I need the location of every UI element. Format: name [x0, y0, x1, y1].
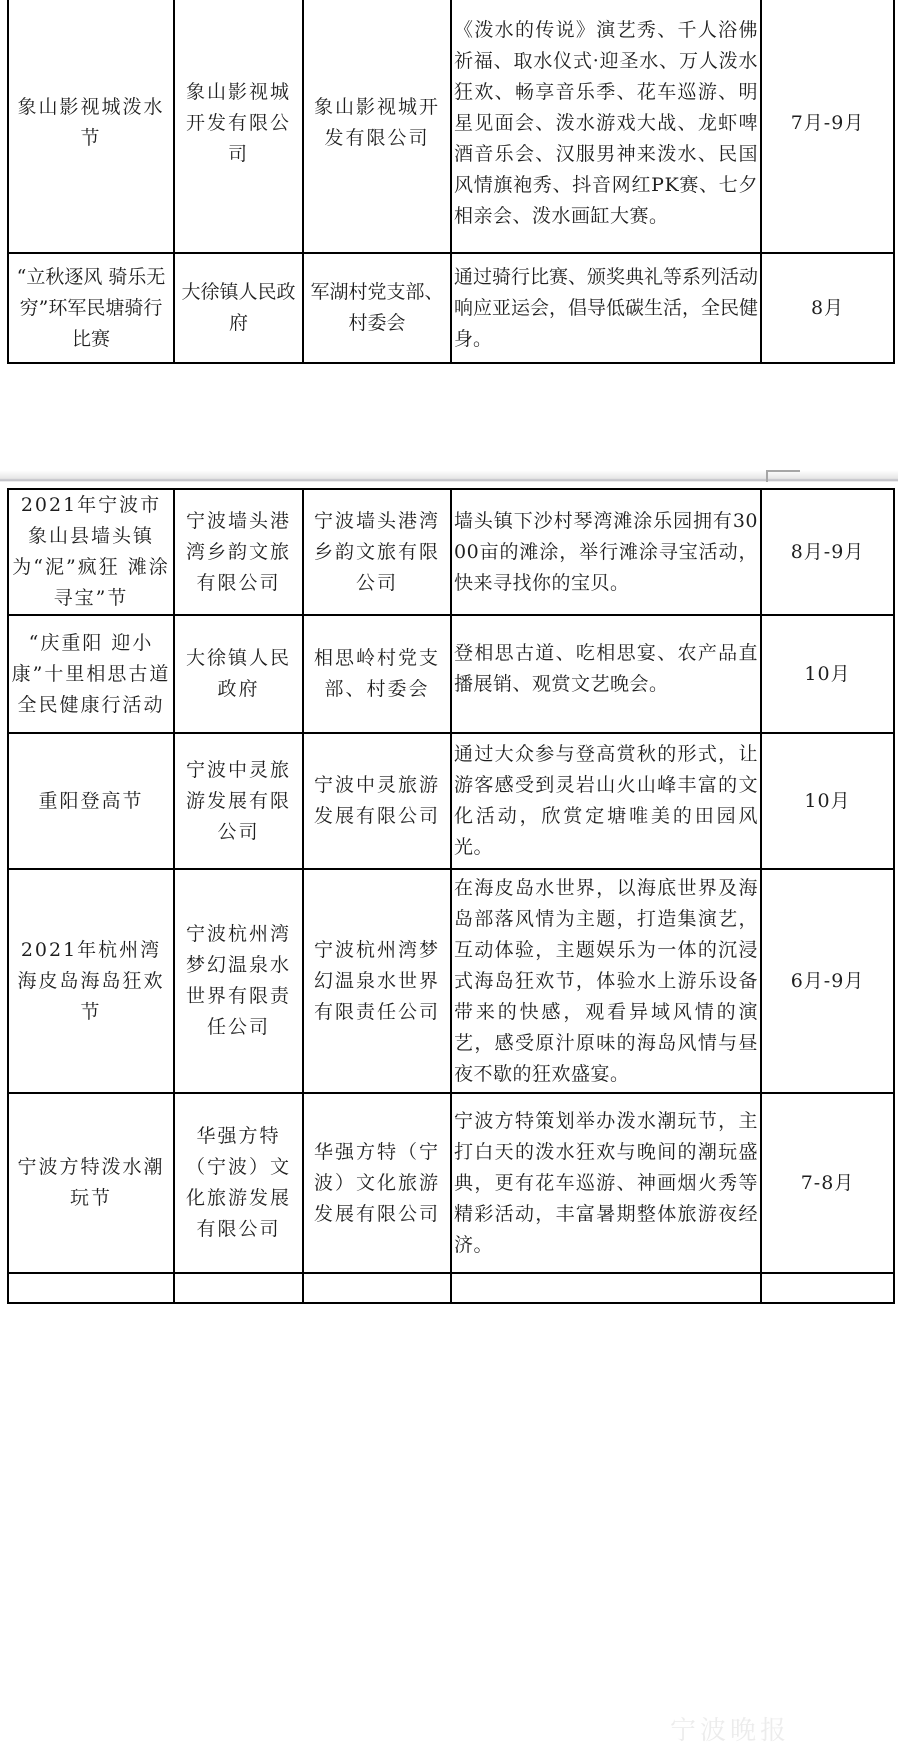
content-cell: 墙头镇下沙村琴湾滩涂乐园拥有3000亩的滩涂，举行滩涂寻宝活动，快来寻找你的宝贝。 — [451, 489, 761, 615]
watermark: 宁波晚报 — [670, 1716, 791, 1746]
events-table-page-1 — [7, 0, 895, 364]
event-name-cell: “庆重阳 迎小康”十里相思古道全民健康行活动 — [8, 615, 174, 733]
content-cell: 《泼水的传说》演艺秀、千人浴佛祈福、取水仪式·迎圣水、万人泼水狂欢、畅享音乐季、花车巡游、明星见面会、泼水游戏大战、龙虾啤酒音乐会、汉服男神来泼水、民国风情旗袍秀、抖音网红PK赛、七夕相亲会、泼水画缸大赛。 — [451, 0, 761, 253]
organizer-cell: 大徐镇人民政府 — [174, 253, 303, 363]
content-cell: 宁波方特策划举办泼水潮玩节，主打白天的泼水狂欢与晚间的潮玩盛典，更有花车巡游、神画烟火秀等精彩活动，丰富暑期整体旅游夜经济。 — [451, 1093, 761, 1273]
document-page-2 — [0, 482, 898, 1746]
content-cell: 通过骑行比赛、颁奖典礼等系列活动响应亚运会，倡导低碳生活，全民健身。 — [451, 253, 761, 363]
host-cell: 军湖村党支部、村委会 — [303, 253, 451, 363]
empty-cell — [303, 1273, 451, 1303]
empty-cell — [761, 1273, 894, 1303]
host-cell: 宁波杭州湾梦幻温泉水世界有限责任公司 — [303, 869, 451, 1093]
empty-cell — [174, 1273, 303, 1303]
organizer-cell: 宁波杭州湾梦幻温泉水世界有限责任公司 — [174, 869, 303, 1093]
time-cell: 6月-9月 — [761, 869, 894, 1093]
table-row — [8, 733, 894, 869]
table-row — [8, 615, 894, 733]
organizer-cell: 象山影视城开发有限公司 — [174, 0, 303, 253]
organizer-cell: 宁波墙头港湾乡韵文旅有限公司 — [174, 489, 303, 615]
organizer-cell: 华强方特（宁波）文化旅游发展有限公司 — [174, 1093, 303, 1273]
time-cell: 8月 — [761, 253, 894, 363]
time-cell: 8月-9月 — [761, 489, 894, 615]
page-separator — [0, 470, 898, 482]
content-cell: 在海皮岛水世界，以海底世界及海岛部落风情为主题，打造集演艺，互动体验，主题娱乐为一体的沉浸式海岛狂欢节，体验水上游乐设备带来的快感，观看异域风情的演艺，感受原汁原味的海岛风情与昼夜不歇的狂欢盛宴。 — [451, 869, 761, 1093]
organizer-cell: 大徐镇人民政府 — [174, 615, 303, 733]
table-row — [8, 1273, 894, 1303]
time-cell: 7-8月 — [761, 1093, 894, 1273]
host-cell: 象山影视城开发有限公司 — [303, 0, 451, 253]
event-name-cell: 重阳登高节 — [8, 733, 174, 869]
event-name-cell: 象山影视城泼水节 — [8, 0, 174, 253]
table-row — [8, 253, 894, 363]
event-name-cell: “立秋逐风 骑乐无穷”环军民塘骑行比赛 — [8, 253, 174, 363]
table-row — [8, 869, 894, 1093]
organizer-cell: 宁波中灵旅游发展有限公司 — [174, 733, 303, 869]
host-cell: 华强方特（宁波）文化旅游发展有限公司 — [303, 1093, 451, 1273]
table-row — [8, 0, 894, 253]
host-cell: 宁波墙头港湾乡韵文旅有限公司 — [303, 489, 451, 615]
event-name-cell: 2021年宁波市象山县墙头镇为“泥”疯狂 滩涂寻宝”节 — [8, 489, 174, 615]
events-table-page-2 — [7, 488, 895, 1304]
document-page-1 — [0, 0, 898, 470]
time-cell: 7月-9月 — [761, 0, 894, 253]
table-row — [8, 489, 894, 615]
content-cell: 通过大众参与登高赏秋的形式，让游客感受到灵岩山火山峰丰富的文化活动，欣赏定塘唯美的田园风光。 — [451, 733, 761, 869]
table-row — [8, 1093, 894, 1273]
empty-cell — [8, 1273, 174, 1303]
time-cell: 10月 — [761, 733, 894, 869]
content-cell: 登相思古道、吃相思宴、农产品直播展销、观赏文艺晚会。 — [451, 615, 761, 733]
event-name-cell: 2021年杭州湾海皮岛海岛狂欢节 — [8, 869, 174, 1093]
time-cell: 10月 — [761, 615, 894, 733]
host-cell: 相思岭村党支部、村委会 — [303, 615, 451, 733]
host-cell: 宁波中灵旅游发展有限公司 — [303, 733, 451, 869]
event-name-cell: 宁波方特泼水潮玩节 — [8, 1093, 174, 1273]
empty-cell — [451, 1273, 761, 1303]
